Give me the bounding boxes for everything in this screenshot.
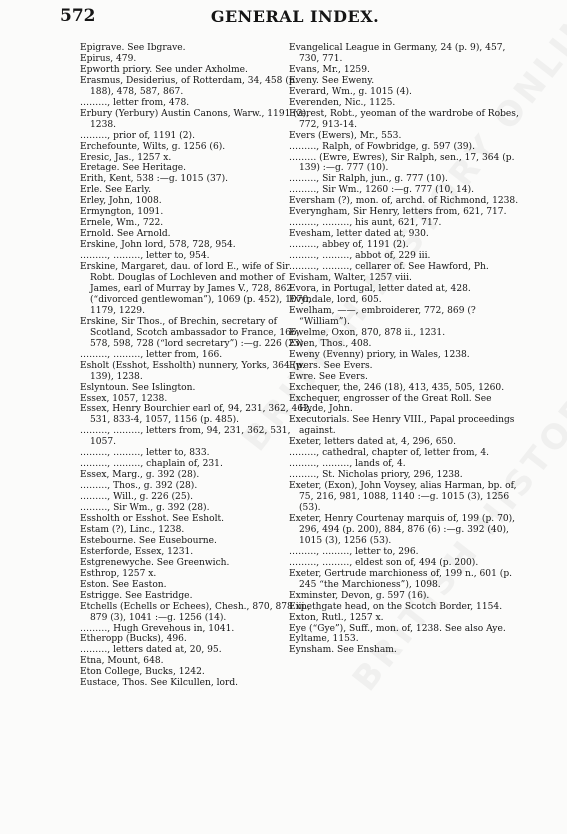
index-entry: Erskine, John lord, 578, 728, 954. [80, 240, 236, 251]
page-number: 572 [60, 6, 96, 26]
index-entry: Eversham (?), mon. of, archd. of Richmond, 1238. [289, 196, 519, 207]
index-entry: Ernold. See Arnold. [80, 229, 171, 240]
index-column-left [80, 43, 312, 689]
index-entry: ………, ………, cellarer of. See Hawford, Ph. [289, 262, 489, 273]
index-entry: Exeter, (Exon), John Voysey, alias Harman, bp. of, 75, 216, 981, 1088, 1140 :—g. 1015 (3), 1256 (53). [289, 481, 517, 514]
index-entry: Eresic, Jas., 1257 x. [80, 152, 172, 163]
index-entry: Erley, John, 1008. [80, 196, 162, 207]
index-entry: Essex, 1057, 1238. [80, 393, 168, 404]
index-entry: ………, Will., g. 226 (25). [80, 492, 194, 503]
index-entry: Erskine, Sir Thos., of Brechin, secretary of Scotland, Scotch ambassador to France, 166, 578, 598, 728 (“lord secretary”) :—g. 226 (23). [80, 316, 307, 349]
index-entry: Essholth or Esshot. See Esholt. [80, 513, 225, 524]
index-entry: ……… (Ewre, Ewres), Sir Ralph, sen., 17, 364 (p. 139) :—g. 777 (10). [289, 152, 515, 174]
index-entry: Everard, Wm., g. 1015 (4). [289, 86, 412, 97]
index-entry: Esholt (Esshot, Essholth) nunnery, Yorks, 364 (p. 139), 1238. [80, 360, 305, 382]
index-entry: Esthrop, 1257 x. [80, 568, 157, 579]
index-entry: Exton, Rutl., 1257 x. [289, 612, 384, 623]
index-entry: Etna, Mount, 648. [80, 656, 164, 667]
index-entry: ………, St. Nicholas priory, 296, 1238. [289, 470, 463, 481]
index-entry: Erskine, Margaret, dau. of lord E., wife of Sir Robt. Douglas of Lochleven and mother of James, earl of Murray by James V., 728, 862 (“divorced gentlewoman”), 1069 (p. 452), 1070, 1179, 1229. [80, 262, 312, 316]
index-entry: Ewelham, ——, embroiderer, 772, 869 (? “William”). [289, 305, 476, 327]
index-entry: Erchefounte, Wilts, g. 1256 (6). [80, 141, 226, 152]
index-entry: Erasmus, Desiderius, of Rotterdam, 34, 458 (p. 188), 478, 587, 867. [80, 75, 298, 97]
index-entry: Etchells (Echells or Echees), Chesh., 870, 878 iii., 879 (3), 1041 :—g. 1256 (14). [80, 601, 311, 623]
index-entry: ………, Sir Wm., g. 392 (28). [80, 503, 210, 514]
index-entry: Esterforde, Essex, 1231. [80, 546, 194, 557]
index-entry: Eyltame, 1153. [289, 634, 359, 645]
index-entry: ………, ………, his aunt, 621, 717. [289, 218, 442, 229]
index-entry: Everest, Robt., yeoman of the wardrobe of Robes, 772, 913-14. [289, 108, 519, 130]
index-entry: Evans, Mr., 1259. [289, 64, 370, 75]
index-entry: Estgrenewyche. See Greenwich. [80, 557, 230, 568]
index-entry: Essex, Marg., g. 392 (28). [80, 470, 200, 481]
index-entry: Estrigge. See Eastridge. [80, 590, 193, 601]
index-entry: ………, ………, abbot of, 229 iii. [289, 251, 431, 262]
page-title: GENERAL INDEX. [210, 7, 380, 26]
index-entry: ………, Hugh Grevehous in, 1041. [80, 623, 235, 634]
index-entry: Eretage. See Heritage. [80, 163, 187, 174]
index-entry: Ewen, Thos., 408. [289, 338, 372, 349]
index-entry: Evora, in Portugal, letter dated at, 428. [289, 283, 471, 294]
index-entry: Evers (Ewers), Mr., 553. [289, 130, 402, 141]
index-entry: Eustace, Thos. See Kilcullen, lord. [80, 678, 239, 689]
index-entry: Eton College, Bucks, 1242. [80, 667, 205, 678]
index-entry: ………, abbey of, 1191 (2). [289, 240, 409, 251]
index-entry: ………, ………, letter to, 296. [289, 546, 419, 557]
index-entry: ………, Thos., g. 392 (28). [80, 481, 198, 492]
index-entry: Ewelme, Oxon, 870, 878 ii., 1231. [289, 327, 446, 338]
index-entry: Erith, Kent, 538 :—g. 1015 (37). [80, 174, 229, 185]
index-entry: Etheropp (Bucks), 496. [80, 634, 187, 645]
index-entry: Epworth priory. See under Axholme. [80, 64, 248, 75]
index-entry: Essex, Henry Bourchier earl of, 94, 231, 362, 462, 531, 833-4, 1057, 1156 (p. 485). [80, 404, 312, 426]
index-entry: ………, ………, letters from, 94, 231, 362, 531, 1057. [80, 426, 291, 448]
page-header [60, 6, 530, 34]
index-entry: ………, ………, lands of, 4. [289, 459, 406, 470]
index-entry: ………, letter from, 478. [80, 97, 190, 108]
index-entry: ………, ………, letter from, 166. [80, 349, 223, 360]
index-entry: ………, ………, chaplain of, 231. [80, 459, 223, 470]
index-entry: Ernele, Wm., 722. [80, 218, 164, 229]
index-entry: Eynsham. See Ensham. [289, 645, 397, 656]
index-entry: Evangelical League in Germany, 24 (p. 9), 457, 730, 771. [289, 43, 506, 64]
index-entry: Epigrave. See Ibgrave. [80, 43, 186, 53]
index-entry: Estebourne. See Eusebourne. [80, 535, 217, 546]
index-entry: Everyngham, Sir Henry, letters from, 621, 717. [289, 207, 507, 218]
index-entry: Ewers. See Evers. [289, 360, 373, 371]
index-entry: ………, ………, letter to, 833. [80, 448, 210, 459]
index-entry: Erbury (Yerbury) Austin Canons, Warw., 1191 (2), 1238. [80, 108, 310, 130]
index-entry: Exchequer, the, 246 (18), 413, 435, 505, 1260. [289, 382, 505, 393]
index-entry: Evesham, letter dated at, 930. [289, 229, 429, 240]
index-entry: Epirus, 479. [80, 53, 137, 64]
index-entry: ………, cathedral, chapter of, letter from, 4. [289, 448, 490, 459]
index-entry: Evisham, Walter, 1257 viii. [289, 273, 412, 284]
index-column-right [289, 43, 521, 656]
index-entry: Exminster, Devon, g. 597 (16). [289, 590, 430, 601]
index-entry: Executorials. See Henry VIII., Papal proceedings against. [289, 415, 515, 437]
index-entry: Eston. See Easton. [80, 579, 167, 590]
index-entry: Erle. See Early. [80, 185, 152, 196]
index-entry: Exeter, Henry Courtenay marquis of, 199 (p. 70), 296, 494 (p. 200), 884, 876 (6) :—g. 392 (40), 1015 (3), 1256 (53). [289, 513, 516, 546]
index-entry: Ermyngton, 1091. [80, 207, 164, 218]
index-entry: Exeter, Gertrude marchioness of, 199 n., 601 (p. 245 “the Marchioness”), 1098. [289, 568, 513, 590]
index-entry: Eveny. See Eweny. [289, 75, 375, 86]
index-entry: Everenden, Nic., 1125. [289, 97, 396, 108]
index-entry: Eye (“Gye”), Suff., mon. of, 1238. See also Aye. [289, 623, 506, 634]
index-entry: Expethgate head, on the Scotch Border, 1154. [289, 601, 503, 612]
index-entry: ………, letters dated at, 20, 95. [80, 645, 222, 656]
index-entry: ………, ………, eldest son of, 494 (p. 200). [289, 557, 479, 568]
index-entry: ………, Sir Wm., 1260 :—g. 777 (10, 14). [289, 185, 475, 196]
index-entry: Ewre. See Evers. [289, 371, 368, 382]
index-entry: Estam (?), Linc., 1238. [80, 524, 185, 535]
index-entry: ………, Sir Ralph, jun., g. 777 (10). [289, 174, 448, 185]
index-entry: ………, Ralph, of Fowbridge, g. 597 (39). [289, 141, 475, 152]
index-entry: Eweny (Evenny) priory, in Wales, 1238. [289, 349, 470, 360]
index-entry: Evyndale, lord, 605. [289, 294, 382, 305]
index-entry: ………, prior of, 1191 (2). [80, 130, 195, 141]
index-entry: Exeter, letters dated at, 4, 296, 650. [289, 437, 456, 448]
index-entry: ………, ………, letter to, 954. [80, 251, 210, 262]
index-entry: Eslyntoun. See Islington. [80, 382, 196, 393]
index-entry: Exchequer, engrosser of the Great Roll. See Hyde, John. [289, 393, 492, 415]
